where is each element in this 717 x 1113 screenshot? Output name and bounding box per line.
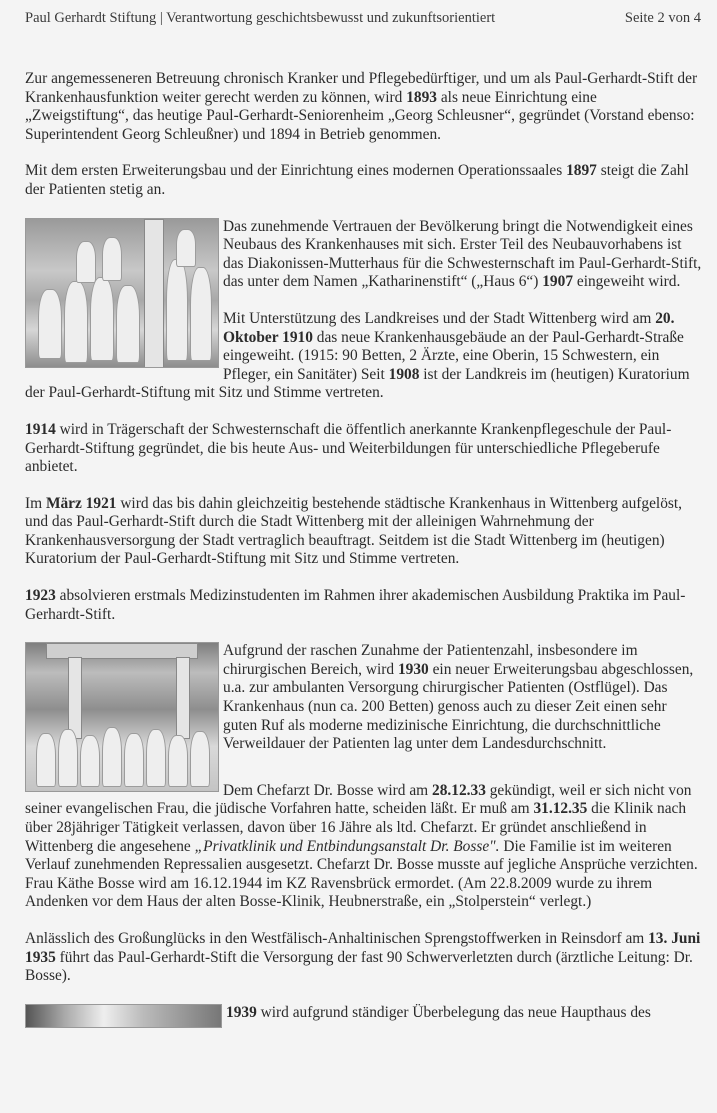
historical-photo-hospital-entrance <box>25 642 219 792</box>
document-body <box>25 70 703 1028</box>
paragraph-1897: Mit dem ersten Erweiterungsbau und der Einrichtung eines modernen Operationssaales 1897 steigt die Zahl der Patienten stetig an. <box>25 162 689 198</box>
paragraph-1921: Im März 1921 wird das bis dahin gleichzeitig bestehende städtische Krankenhaus in Wittenberg aufgelöst, und das Paul-Gerhardt-Stift durch die Stadt Wittenberg mit der alleinigen Wahrnehmung der Krankenhausversorgung der Stadt vertraglich beauftragt. Seitdem ist die Stadt Wittenberg im (heutigen) Kuratorium der Paul-Gerhardt-Stiftung mit Sitz und Stimme vertreten. <box>25 494 683 568</box>
paragraph-1907: Das zunehmende Vertrauen der Bevölkerung bringt die Notwendigkeit eines Neubaus des Krankenhauses mit sich. Erster Teil des Neubauvorhabens ist das Diakonissen-Mutterhaus für die Schwesternschaft im Paul-Gerhardt-Stift, das unter dem Namen „Katharinenstift“ („Haus 6“) 1907 eingeweiht wird. <box>223 217 702 291</box>
paragraph-1939: 1939 wird aufgrund ständiger Überbelegung das neue Haupthaus des <box>226 1003 651 1021</box>
paragraph-1935: Anlässlich des Großunglücks in den Westfälisch-Anhaltinischen Sprengstoffwerken in Reinsdorf am 13. Juni 1935 führt das Paul-Gerhardt-Stift die Versorgung der fast 90 Schwerverletzten durch (ärztliche Leitung: Dr. Bosse). <box>25 929 701 985</box>
paragraph-1930: Aufgrund der raschen Zunahme der Patientenzahl, insbesondere im chirurgischen Bereich, wird 1930 ein neuer Erweiterungsbau abgeschlossen, u.a. zur ambulanten Versorgung chirurgischer Patienten (Ostflügel). Das Krankenhaus (nun ca. 200 Betten) genoss auch zu dieser Zeit einen sehr guten Ruf als moderne medizinische Einrichtung, die durchschnittliche Verweildauer der Patienten lag unter dem Landesdurchschnitt. <box>223 642 694 753</box>
paragraph-1893: Zur angemesseneren Betreuung chronisch Kranker und Pflegebedürftiger, und um als Paul-Gerhardt-Stift der Krankenhausfunktion weiter gerecht werden zu können, wird 1893 als neue Einrichtung eine „Zweigstiftung“, das heutige Paul-Gerhardt-Seniorenheim „Georg Schleusner“, gegründet (Vorstand ebenso: Superintendent Georg Schleußner) und 1894 in Betrieb genommen. <box>25 70 698 143</box>
page-header <box>25 10 701 27</box>
historical-photo-main-building <box>25 1004 222 1028</box>
paragraph-1910: Mit Unterstützung des Landkreises und der Stadt Wittenberg wird am 20. Oktober 1910 das neue Krankenhausgebäude an der Paul-Gerhardt-Straße eingeweiht. (1915: 90 Betten, 2 Ärzte, eine Oberin, 15 Schwestern, ein Pfleger, ein Sanitäter) Seit 1908 ist der Landkreis im (heutigen) Kuratorium der Paul-Gerhardt-Stiftung mit Sitz und Stimme vertreten. <box>25 309 690 402</box>
paragraph-bosse: Dem Chefarzt Dr. Bosse wird am 28.12.33 gekündigt, weil er sich nicht von seiner evangelischen Frau, die jüdische Vorfahren hatte, scheiden läßt. Er muß am 31.12.35 die Klinik nach über 28jähriger Tätigkeit verlassen, davon über 16 Jähre als ltd. Chefarzt. Er gründet anschließend in Wittenberg die angesehene „Privatklinik und Entbindungsanstalt Dr. Bosse". Die Familie ist im weiteren Verlauf zunehmenden Repressalien ausgesetzt. Chefarzt Dr. Bosse musste auf jegliche Ansprüche verzichten. Frau Käthe Bosse wird am 16.12.1944 im KZ Ravensbrück ermordet. (Am 22.8.2009 wurde zu ihrem Andenken vor dem Haus der alten Bosse-Klinik, Heubnerstraße, ein „Stolperstein“ verlegt.) <box>25 781 698 911</box>
paragraph-1923: 1923 absolvieren erstmals Medizinstudenten im Rahmen ihrer akademischen Ausbildung Praktika im Paul-Gerhardt-Stift. <box>25 587 686 623</box>
header-title: Paul Gerhardt Stiftung | Verantwortung geschichtsbewusst und zukunftsorientiert <box>25 10 496 26</box>
paragraph-1914: 1914 wird in Trägerschaft der Schwesternschaft die öffentlich anerkannte Krankenpflegeschule der Paul-Gerhardt-Stiftung gegründet, die bis heute Aus- und Weiterbildungen für unterschiedliche Pflegeberufe anbietet. <box>25 420 672 476</box>
historical-photo-nurses-group <box>25 218 219 368</box>
page-number: Seite 2 von 4 <box>624 10 701 26</box>
